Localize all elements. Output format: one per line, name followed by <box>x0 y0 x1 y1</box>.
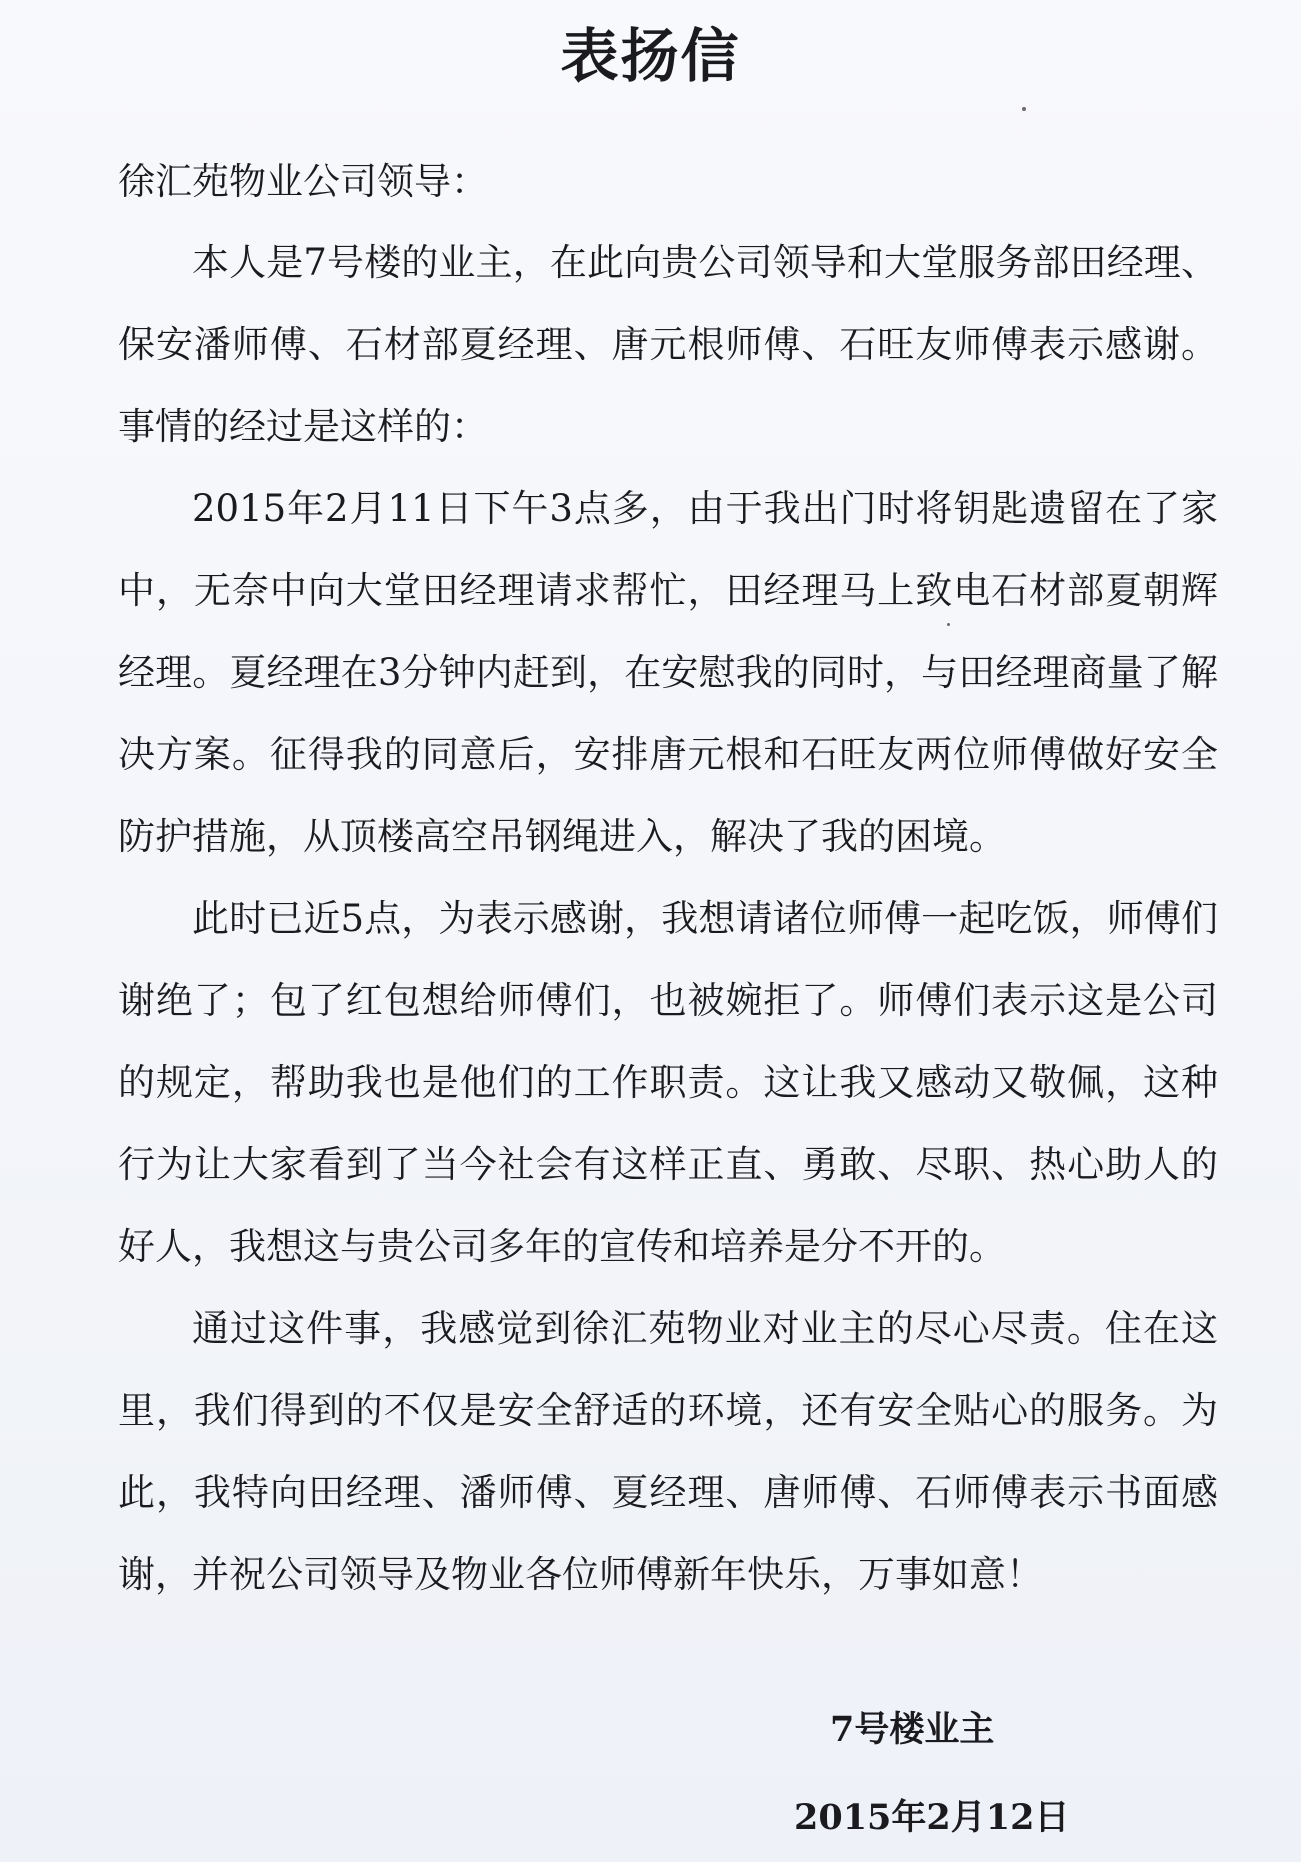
paragraph-3: 此时已近5点，为表示感谢，我想请诸位师傅一起吃饭，师傅们谢绝了；包了红包想给师傅们，也被婉拒了。师傅们表示这是公司的规定，帮助我也是他们的工作职责。这让我又感动又敬佩，这种行为让大家看到了当今社会有这样正直、勇敢、尽职、热心助人的好人，我想这与贵公司多年的宣传和培养是分不开的。 <box>118 897 1218 1268</box>
letter-title: 表扬信 <box>560 22 741 90</box>
letter-date: 2015年2月12日 <box>794 1797 1070 1838</box>
salutation: 徐汇苑物业公司领导： <box>118 160 488 203</box>
paper-speck <box>947 623 950 626</box>
paragraph-1: 本人是7号楼的业主，在此向贵公司领导和大堂服务部田经理、保安潘师傅、石材部夏经理、唐元根师傅、石旺友师傅表示感谢。事情的经过是这样的： <box>118 241 1218 448</box>
paper-speck <box>1022 107 1026 111</box>
signature: 7号楼业主 <box>830 1709 995 1750</box>
paragraph-4: 通过这件事，我感觉到徐汇苑物业对业主的尽心尽责。住在这里，我们得到的不仅是安全舒适的环境，还有安全贴心的服务。为此，我特向田经理、潘师傅、夏经理、唐师傅、石师傅表示书面感谢，并祝公司领导及物业各位师傅新年快乐，万事如意！ <box>118 1307 1218 1596</box>
paragraph-2: 2015年2月11日下午3点多，由于我出门时将钥匙遗留在了家中，无奈中向大堂田经理请求帮忙，田经理马上致电石材部夏朝辉经理。夏经理在3分钟内赶到，在安慰我的同时，与田经理商量了解决方案。征得我的同意后，安排唐元根和石旺友两位师傅做好安全防护措施，从顶楼高空吊钢绳进入，解决了我的困境。 <box>118 487 1218 858</box>
